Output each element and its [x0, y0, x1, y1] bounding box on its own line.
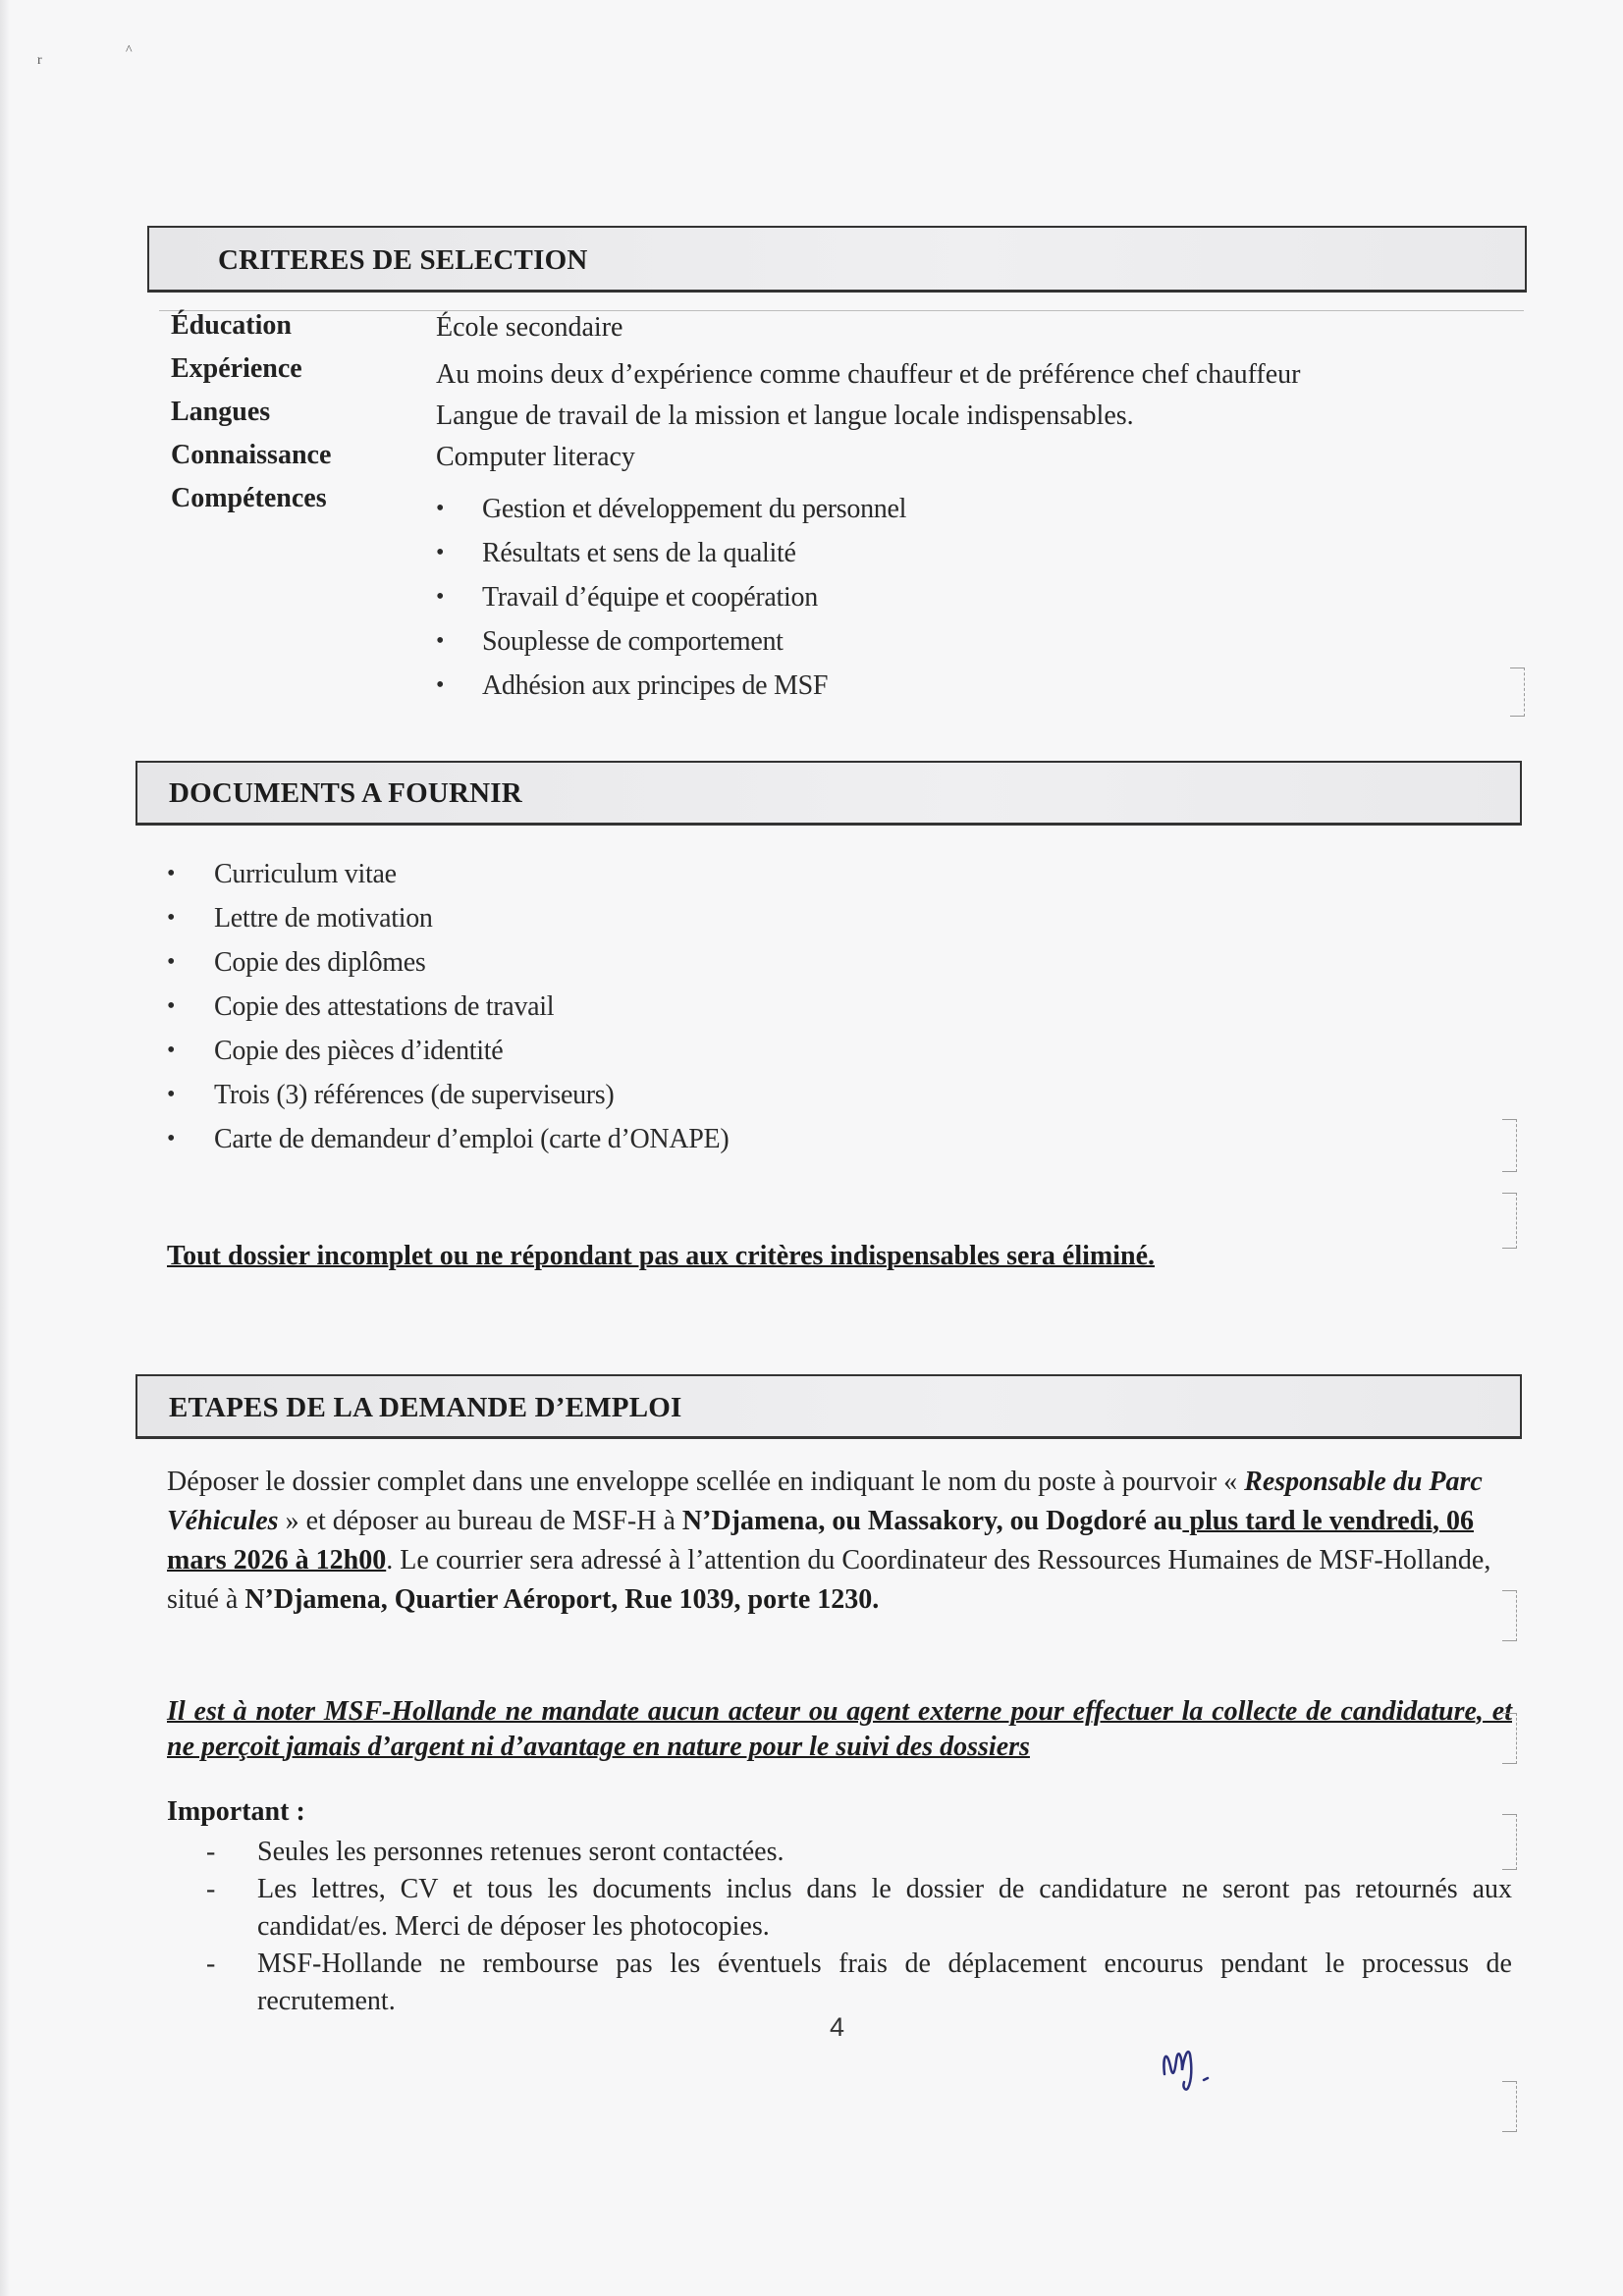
documents-list — [167, 852, 729, 1161]
list-item: - MSF-Hollande ne rembourse pas les éventuels frais de déplacement encourus pendant le processus de recrutement. — [206, 1946, 1512, 2020]
list-item: • Gestion et développement du personnel — [436, 487, 906, 531]
criteria-label-languages: Langues — [171, 397, 271, 427]
page-edge — [0, 0, 10, 2296]
application-instructions: Déposer le dossier complet dans une enveloppe scellée en indiquant le nom du poste à pourvoir « Responsable du Parc Véhicules » et déposer au bureau de MSF-H à N’Djamena, ou Massakory, ou Dogdoré au plus tard le vendredi, 06 mars 2026 à 12h00. Le courrier sera adressé à l’attention du Coordinateur des Ressources Humaines de MSF-Hollande, situé à N’Djamena, Quartier Aéroport, Rue 1039, porte 1230. — [167, 1467, 1491, 1615]
list-item: • Souplesse de comportement — [436, 619, 906, 664]
scan-artifact — [1502, 1814, 1517, 1870]
page-number: 4 — [830, 2012, 845, 2042]
dash-icon: - — [206, 1837, 216, 1867]
list-item: • Adhésion aux principes de MSF — [436, 664, 906, 708]
important-heading: Important : — [167, 1796, 305, 1827]
list-item: • Copie des diplômes — [167, 940, 729, 985]
scan-artifact — [1510, 667, 1525, 717]
bullet-icon: • — [167, 1082, 176, 1107]
list-item: • Lettre de motivation — [167, 896, 729, 940]
bullet-icon: • — [167, 861, 176, 886]
criteria-value-experience: Au moins deux d’expérience comme chauffeur et de préférence chef chauffeur — [436, 359, 1301, 390]
scan-artifact — [1502, 1590, 1517, 1641]
criteria-label-knowledge: Connaissance — [171, 440, 332, 470]
hr-address: N’Djamena, Quartier Aéroport, Rue 1039, porte 1230. — [244, 1584, 880, 1615]
bullet-icon: • — [436, 584, 445, 610]
list-item: • Curriculum vitae — [167, 852, 729, 896]
bullet-icon: • — [167, 949, 176, 975]
list-item: • Résultats et sens de la qualité — [436, 531, 906, 575]
scan-artifact — [1502, 1713, 1517, 1764]
bullet-icon: • — [167, 993, 176, 1019]
bullet-icon: • — [436, 496, 445, 521]
dash-icon: - — [206, 1874, 216, 1904]
bullet-icon: • — [436, 628, 445, 654]
criteria-label-experience: Expérience — [171, 353, 302, 384]
bullet-icon: • — [436, 672, 445, 698]
bullet-icon: • — [436, 540, 445, 565]
criteria-value-education: École secondaire — [436, 312, 623, 343]
criteria-value-languages: Langue de travail de la mission et langue locale indispensables. — [436, 400, 1134, 431]
application-section-title: ETAPES DE LA DEMANDE D’EMPLOI — [169, 1392, 682, 1423]
dash-icon: - — [206, 1949, 216, 1979]
no-agent-notice: Il est à noter MSF-Hollande ne mandate aucun acteur ou agent externe pour effectuer la collecte de candidature, et ne perçoit jamais d’argent ni d’avantage en nature pour le suivi des dossiers — [167, 1696, 1512, 1762]
documents-section-title: DOCUMENTS A FOURNIR — [169, 777, 522, 809]
drop-off-locations: N’Djamena, ou Massakory, ou Dogdoré au — [681, 1506, 1183, 1536]
list-item: • Copie des pièces d’identité — [167, 1029, 729, 1073]
scan-mark: ^ — [126, 43, 133, 58]
list-item: • Travail d’équipe et coopération — [436, 575, 906, 619]
scan-artifact — [1502, 2081, 1517, 2132]
criteria-label-education: Éducation — [171, 310, 292, 341]
list-item: - Les lettres, CV et tous les documents inclus dans le dossier de candidature ne seront pas retournés aux candidat/es. Merci de déposer les photocopies. — [206, 1871, 1512, 1946]
divider — [159, 310, 1524, 311]
position-name: Responsable du Parc Véhicules — [167, 1467, 1483, 1536]
criteria-label-competences: Compétences — [171, 483, 327, 513]
bullet-icon: • — [167, 905, 176, 931]
deadline: plus tard le vendredi, 06 mars 2026 à 12h00 — [167, 1506, 1474, 1575]
competences-list — [436, 487, 906, 708]
scan-artifact — [1502, 1193, 1517, 1249]
list-item: • Trois (3) références (de superviseurs) — [167, 1073, 729, 1117]
bullet-icon: • — [167, 1038, 176, 1063]
bullet-icon: • — [167, 1126, 176, 1151]
criteria-section-title: CRITERES DE SELECTION — [218, 244, 588, 276]
incomplete-file-warning: Tout dossier incomplet ou ne répondant pas aux critères indispensables sera éliminé. — [167, 1241, 1156, 1271]
list-item: • Copie des attestations de travail — [167, 985, 729, 1029]
list-item: • Carte de demandeur d’emploi (carte d’ONAPE) — [167, 1117, 729, 1161]
signature-initials — [1159, 2037, 1237, 2096]
criteria-value-knowledge: Computer literacy — [436, 442, 635, 472]
scan-artifact — [1502, 1119, 1517, 1172]
scan-mark: r — [37, 53, 42, 68]
list-item: - Seules les personnes retenues seront contactées. — [206, 1834, 1512, 1871]
important-list — [206, 1834, 1512, 2020]
